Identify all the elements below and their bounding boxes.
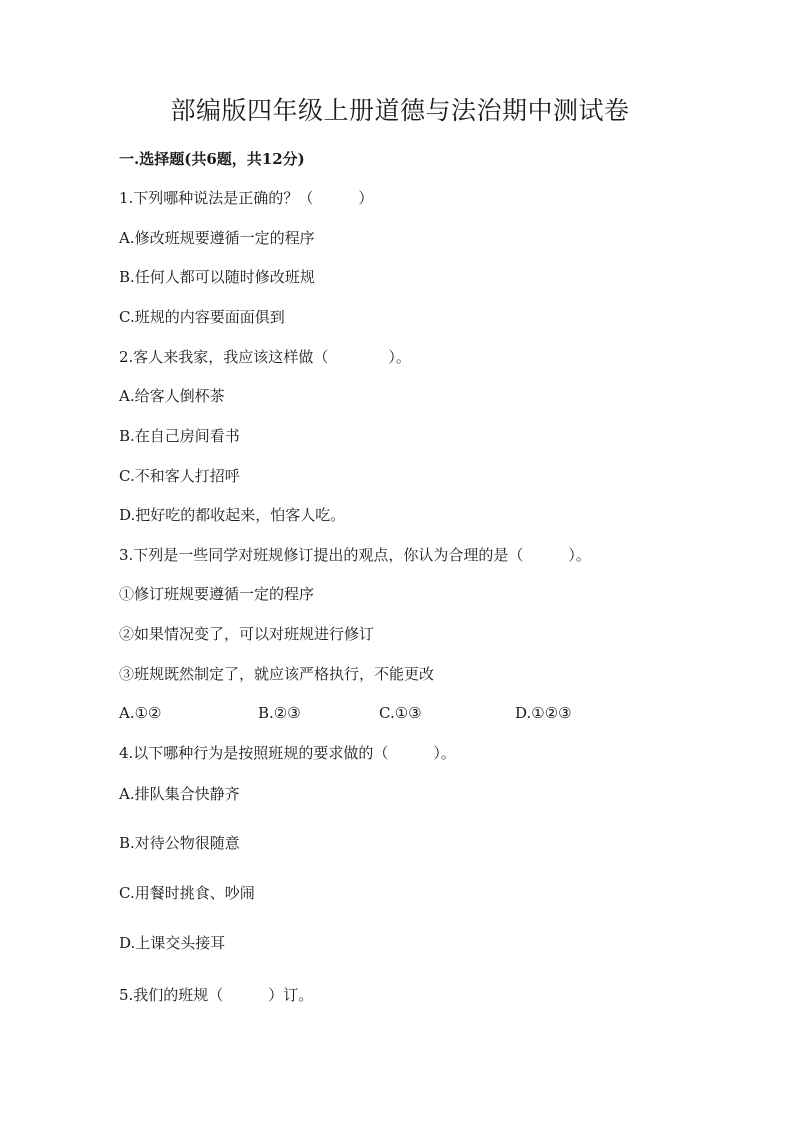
question-2-option-b: B.在自己房间看书: [119, 427, 240, 445]
question-2-option-a: A.给客人倒杯茶: [119, 387, 225, 405]
question-1-option-c: C.班规的内容要面面俱到: [119, 308, 285, 326]
question-1-option-a: A.修改班规要遵循一定的程序: [119, 229, 315, 247]
question-2-stem: 2.客人来我家，我应该这样做（ ）。: [119, 348, 411, 366]
question-3-statement-1: ①修订班规要遵循一定的程序: [119, 585, 315, 603]
question-3-statement-3: ③班规既然制定了，就应该严格执行，不能更改: [119, 665, 435, 683]
question-4-option-d: D.上课交头接耳: [119, 934, 226, 952]
question-3-option-c: C.①③: [379, 704, 422, 722]
question-1-stem: 1.下列哪种说法是正确的？（ ）: [119, 189, 374, 207]
question-3-option-d: D.①②③: [515, 704, 572, 722]
question-5-stem: 5.我们的班规（ ）订。: [119, 986, 314, 1004]
question-3-option-b: B.②③: [258, 704, 301, 722]
question-1-option-b: B.任何人都可以随时修改班规: [119, 268, 315, 286]
question-4-option-b: B.对待公物很随意: [119, 834, 240, 852]
question-3-option-a: A.①②: [119, 704, 162, 722]
question-2-option-d: D.把好吃的都收起来，怕客人吃。: [119, 506, 346, 524]
question-4-option-a: A.排队集合快静齐: [119, 785, 240, 803]
page-title: 部编版四年级上册道德与法治期中测试卷: [170, 96, 630, 125]
section-heading: 一.选择题(共6题，共12分): [119, 150, 305, 168]
question-4-option-c: C.用餐时挑食、吵闹: [119, 884, 255, 902]
question-2-option-c: C.不和客人打招呼: [119, 467, 240, 485]
question-3-statement-2: ②如果情况变了，可以对班规进行修订: [119, 625, 375, 643]
question-3-stem: 3.下列是一些同学对班规修订提出的观点，你认为合理的是（ ）。: [119, 546, 591, 564]
question-4-stem: 4.以下哪种行为是按照班规的要求做的（ ）。: [119, 744, 456, 762]
